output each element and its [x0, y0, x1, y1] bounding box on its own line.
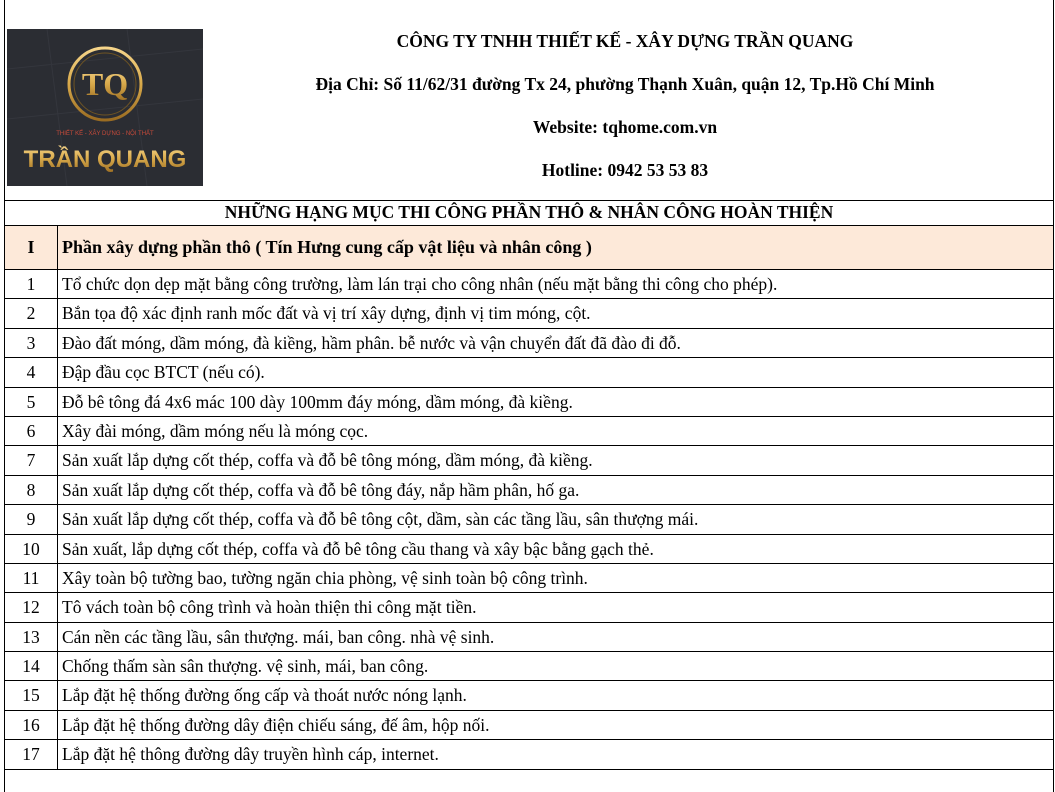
row-description: Tổ chức dọn dẹp mặt bằng công trường, làm lán trại cho công nhân (nếu mặt bằng thi công cho phép). — [62, 274, 778, 294]
table-row — [5, 270, 1053, 299]
row-number: 4 — [5, 358, 58, 386]
table-row — [5, 564, 1053, 593]
row-number: 7 — [5, 446, 58, 474]
logo-brand: TRẦN QUANG — [23, 146, 187, 173]
logo-tagline: THIẾT KẾ - XÂY DỰNG - NỘI THẤT — [56, 131, 154, 137]
table-row — [5, 535, 1053, 564]
company-name: CÔNG TY TNHH THIẾT KẾ - XÂY DỰNG TRẦN QUANG — [396, 31, 854, 51]
row-description: Xây đài móng, dầm móng nếu là móng cọc. — [62, 420, 369, 441]
row-number: 2 — [5, 299, 58, 327]
company-logo — [7, 29, 203, 186]
row-description: Đào đất móng, dầm móng, đà kiềng, hầm phân. bễ nước và vận chuyển đất đã đào đi đỗ. — [62, 332, 681, 353]
company-header — [5, 0, 1053, 201]
row-description: Lắp đặt hệ thông đường dây truyền hình cáp, internet. — [62, 744, 439, 765]
table-row — [5, 417, 1053, 446]
row-number: 6 — [5, 417, 58, 445]
table-row — [5, 388, 1053, 417]
table-row — [5, 593, 1053, 622]
table-row — [5, 652, 1053, 681]
row-number: 8 — [5, 476, 58, 504]
table-title: NHỮNG HẠNG MỤC THI CÔNG PHẦN THÔ & NHÂN CÔNG HOÀN THIỆN — [5, 200, 1053, 226]
row-number: 17 — [5, 740, 58, 768]
table-row — [5, 329, 1053, 358]
row-description: Chống thấm sàn sân thượng. vệ sinh, mái, ban công. — [62, 656, 429, 677]
table-row — [5, 505, 1053, 534]
row-description: Lắp đặt hệ thống đường ống cấp và thoát nước nóng lạnh. — [62, 685, 467, 706]
work-items-table — [5, 270, 1053, 770]
row-description: Sản xuất lắp dựng cốt thép, coffa và đỗ bê tông móng, dầm móng, đà kiềng. — [62, 450, 593, 471]
table-row — [5, 711, 1053, 740]
row-description: Lắp đặt hệ thống đường dây điện chiếu sáng, đế âm, hộp nối. — [62, 714, 490, 735]
section-header — [5, 226, 1053, 270]
row-description: Sản xuất lắp dựng cốt thép, coffa và đỗ bê tông đáy, nắp hầm phân, hố ga. — [62, 479, 580, 500]
row-number: 15 — [5, 681, 58, 709]
row-description: Đập đầu cọc BTCT (nếu có). — [62, 362, 265, 383]
table-row — [5, 358, 1053, 387]
tq-monogram-logo-icon — [7, 29, 203, 186]
row-description: Bắn tọa độ xác định ranh mốc đất và vị trí xây dựng, định vị tim móng, cột. — [62, 303, 591, 324]
table-row — [5, 681, 1053, 710]
row-number: 9 — [5, 505, 58, 533]
row-description: Tô vách toàn bộ công trình và hoàn thiện thi công mặt tiền. — [62, 597, 477, 618]
row-description: Sản xuất lắp dựng cốt thép, coffa và đỗ bê tông cột, dầm, sàn các tầng lầu, sân thượng mái. — [62, 509, 699, 530]
row-number: 13 — [5, 623, 58, 651]
section-number: I — [5, 226, 58, 269]
company-hotline: Hotline: 0942 53 53 83 — [541, 160, 709, 180]
section-title: Phần xây dựng phần thô ( Tín Hưng cung cấp vật liệu và nhân công ) — [62, 237, 592, 257]
row-number: 11 — [5, 564, 58, 592]
logo-monogram: TQ — [81, 66, 129, 102]
table-row — [5, 476, 1053, 505]
row-number: 12 — [5, 593, 58, 621]
row-description: Đỗ bê tông đá 4x6 mác 100 dày 100mm đáy móng, dầm móng, đà kiềng. — [62, 391, 573, 412]
table-row — [5, 623, 1053, 652]
row-number: 14 — [5, 652, 58, 680]
row-description: Sản xuất, lắp dựng cốt thép, coffa và đỗ bê tông cầu thang và xây bậc bằng gạch thẻ. — [62, 538, 654, 559]
company-address: Địa Chỉ: Số 11/62/31 đường Tx 24, phường Thạnh Xuân, quận 12, Tp.Hồ Chí Minh — [315, 74, 935, 94]
row-number: 1 — [5, 270, 58, 298]
price-sheet — [4, 0, 1054, 792]
company-website: Website: tqhome.com.vn — [532, 117, 718, 137]
table-row — [5, 446, 1053, 475]
row-number: 10 — [5, 535, 58, 563]
row-number: 3 — [5, 329, 58, 357]
row-number: 5 — [5, 388, 58, 416]
row-description: Cán nền các tầng lầu, sân thượng. mái, ban công. nhà vệ sinh. — [62, 626, 495, 647]
row-description: Xây toàn bộ tường bao, tường ngăn chia phòng, vệ sinh toàn bộ công trình. — [62, 567, 588, 588]
table-row — [5, 299, 1053, 328]
table-row — [5, 740, 1053, 769]
row-number: 16 — [5, 711, 58, 739]
